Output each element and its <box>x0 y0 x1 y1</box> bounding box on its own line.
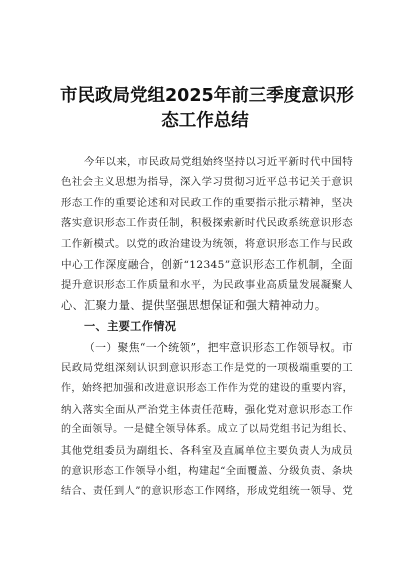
paragraph-line: 其他党组委员为副组长、各科室及直属单位主要负责人为成员 <box>61 445 353 457</box>
paragraph-line: 纳入落实全面从严治党主体责任范畴，强化党对意识形态工作 <box>61 404 353 416</box>
paragraph-line: 的全面领导。一是健全领导体系。成立了以局党组书记为组长、 <box>61 424 353 435</box>
paragraph-line: 形态工作的重要论述和对民政工作的重要指示批示精神，坚决 <box>61 197 353 209</box>
paragraph-line: 民政局党组深刻认识到意识形态工作是党的一项极端重要的工 <box>61 362 353 374</box>
paragraph-line: 落实意识形态工作责任制，积极探索新时代民政系统意识形态 <box>61 217 353 229</box>
paragraph-line: 结合、责任到人”的意识形态工作网络，形成党组统一领导、党 <box>61 486 353 497</box>
paragraph-line: 心、汇聚力量、提供坚强思想保证和强大精神动力。 <box>61 299 327 312</box>
paragraph-line: 今年以来，市民政局党组始终坚持以习近平新时代中国特 <box>84 156 353 168</box>
paragraph-line: 作，始终把加强和改进意识形态工作作为党的建设的重要内容， <box>61 383 353 394</box>
paragraph-line: 的意识形态工作领导小组，构建起“全面覆盖、分级负责、条块 <box>61 466 353 477</box>
paragraph-line: （一）聚焦“一个统领”，把牢意识形态工作领导权。市 <box>84 341 353 354</box>
paragraph-line: 工作新模式。以党的政治建设为统领，将意识形态工作与民政 <box>61 238 353 250</box>
section-heading: 一、主要工作情况 <box>84 320 177 333</box>
paragraph-line: 提升意识形态工作质量和水平，为民政事业高质量发展凝聚人 <box>61 279 353 291</box>
document-title-line-1: 市民政局党组2025年前三季度意识形 <box>60 86 354 106</box>
paragraph-line: 色社会主义思想为指导，深入学习贯彻习近平总书记关于意识 <box>61 176 353 188</box>
document-title-line-2: 态工作总结 <box>161 111 249 131</box>
paragraph-line: 中心工作深度融合，创新“12345”意识形态工作机制，全面 <box>61 259 353 271</box>
